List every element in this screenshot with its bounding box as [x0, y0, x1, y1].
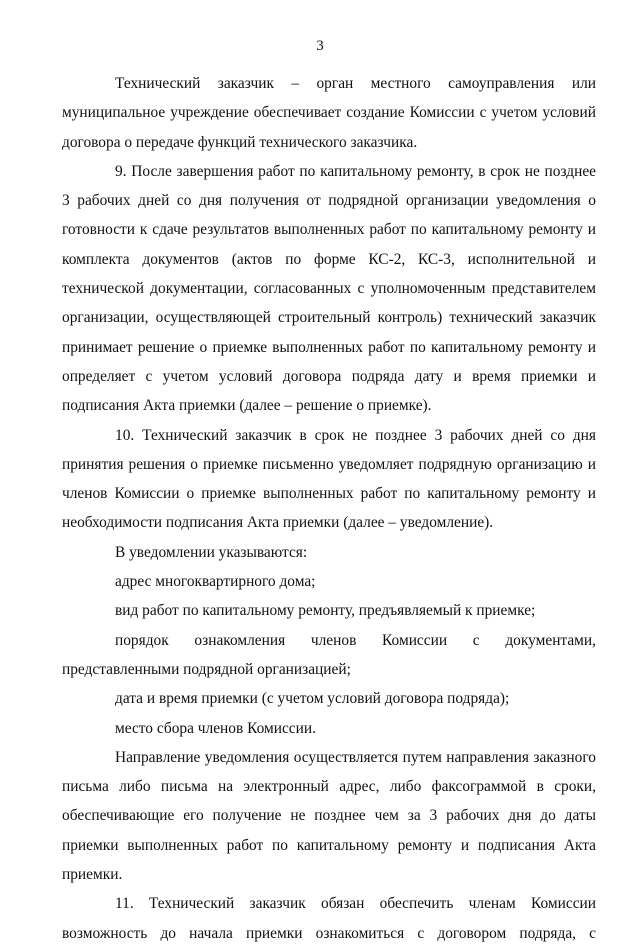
paragraph-9: 9. После завершения работ по капитальному ремонту, в срок не позднее 3 рабочих дней со дня получения от подрядной организации уведомления о готовности к сдаче результатов выполненных работ по капитальному ремонту и комплекта документов (актов по форме КС-2, КС-3, исполнительной и технической документации, согласованных с уполномоченным представителем организации, осуществляющей строительный контроль) технический заказчик принимает решение о приемке выполненных работ по капитальному ремонту и определяет с учетом условий договора подряда дату и время приемки и подписания Акта приемки (далее – решение о приемке). [62, 162, 596, 415]
list-item-review-procedure: порядок ознакомления членов Комиссии с документами, представленными подрядной организацией; [62, 631, 596, 678]
list-item-work-type: вид работ по капитальному ремонту, предъявляемый к приемке; [115, 602, 536, 620]
paragraph-technical-customer: Технический заказчик – орган местного самоуправления или муниципальное учреждение обеспечивает создание Комиссии с учетом условий договора о передаче функций технического заказчика. [62, 75, 596, 151]
paragraph-11: 11. Технический заказчик обязан обеспечить членам Комиссии возможность до начала приемки ознакомиться с договором подряда, с [62, 895, 596, 942]
document-body [62, 69, 596, 948]
list-item-date-time: дата и время приемки (с учетом условий договора подряда); [115, 690, 510, 708]
page-number: 3 [316, 38, 324, 54]
list-item-meeting-place: место сбора членов Комиссии. [115, 719, 316, 737]
list-item-address: адрес многоквартирного дома; [115, 573, 316, 591]
paragraph-notice-contents: В уведомлении указываются: [115, 543, 308, 561]
paragraph-notice-delivery: Направление уведомления осуществляется путем направления заказного письма либо письма на электронный адрес, либо факсограммой в сроки, обеспечивающие его получение не позднее чем за 3 рабочих дня до даты приемки выполненных работ по капитальному ремонту и подписания Акта приемки. [62, 748, 596, 884]
paragraph-10: 10. Технический заказчик в срок не позднее 3 рабочих дней со дня принятия решения о приемке письменно уведомляет подрядную организацию и членов Комиссии о приемке выполненных работ по капитальному ремонту и необходимости подписания Акта приемки (далее – уведомление). [62, 426, 596, 532]
